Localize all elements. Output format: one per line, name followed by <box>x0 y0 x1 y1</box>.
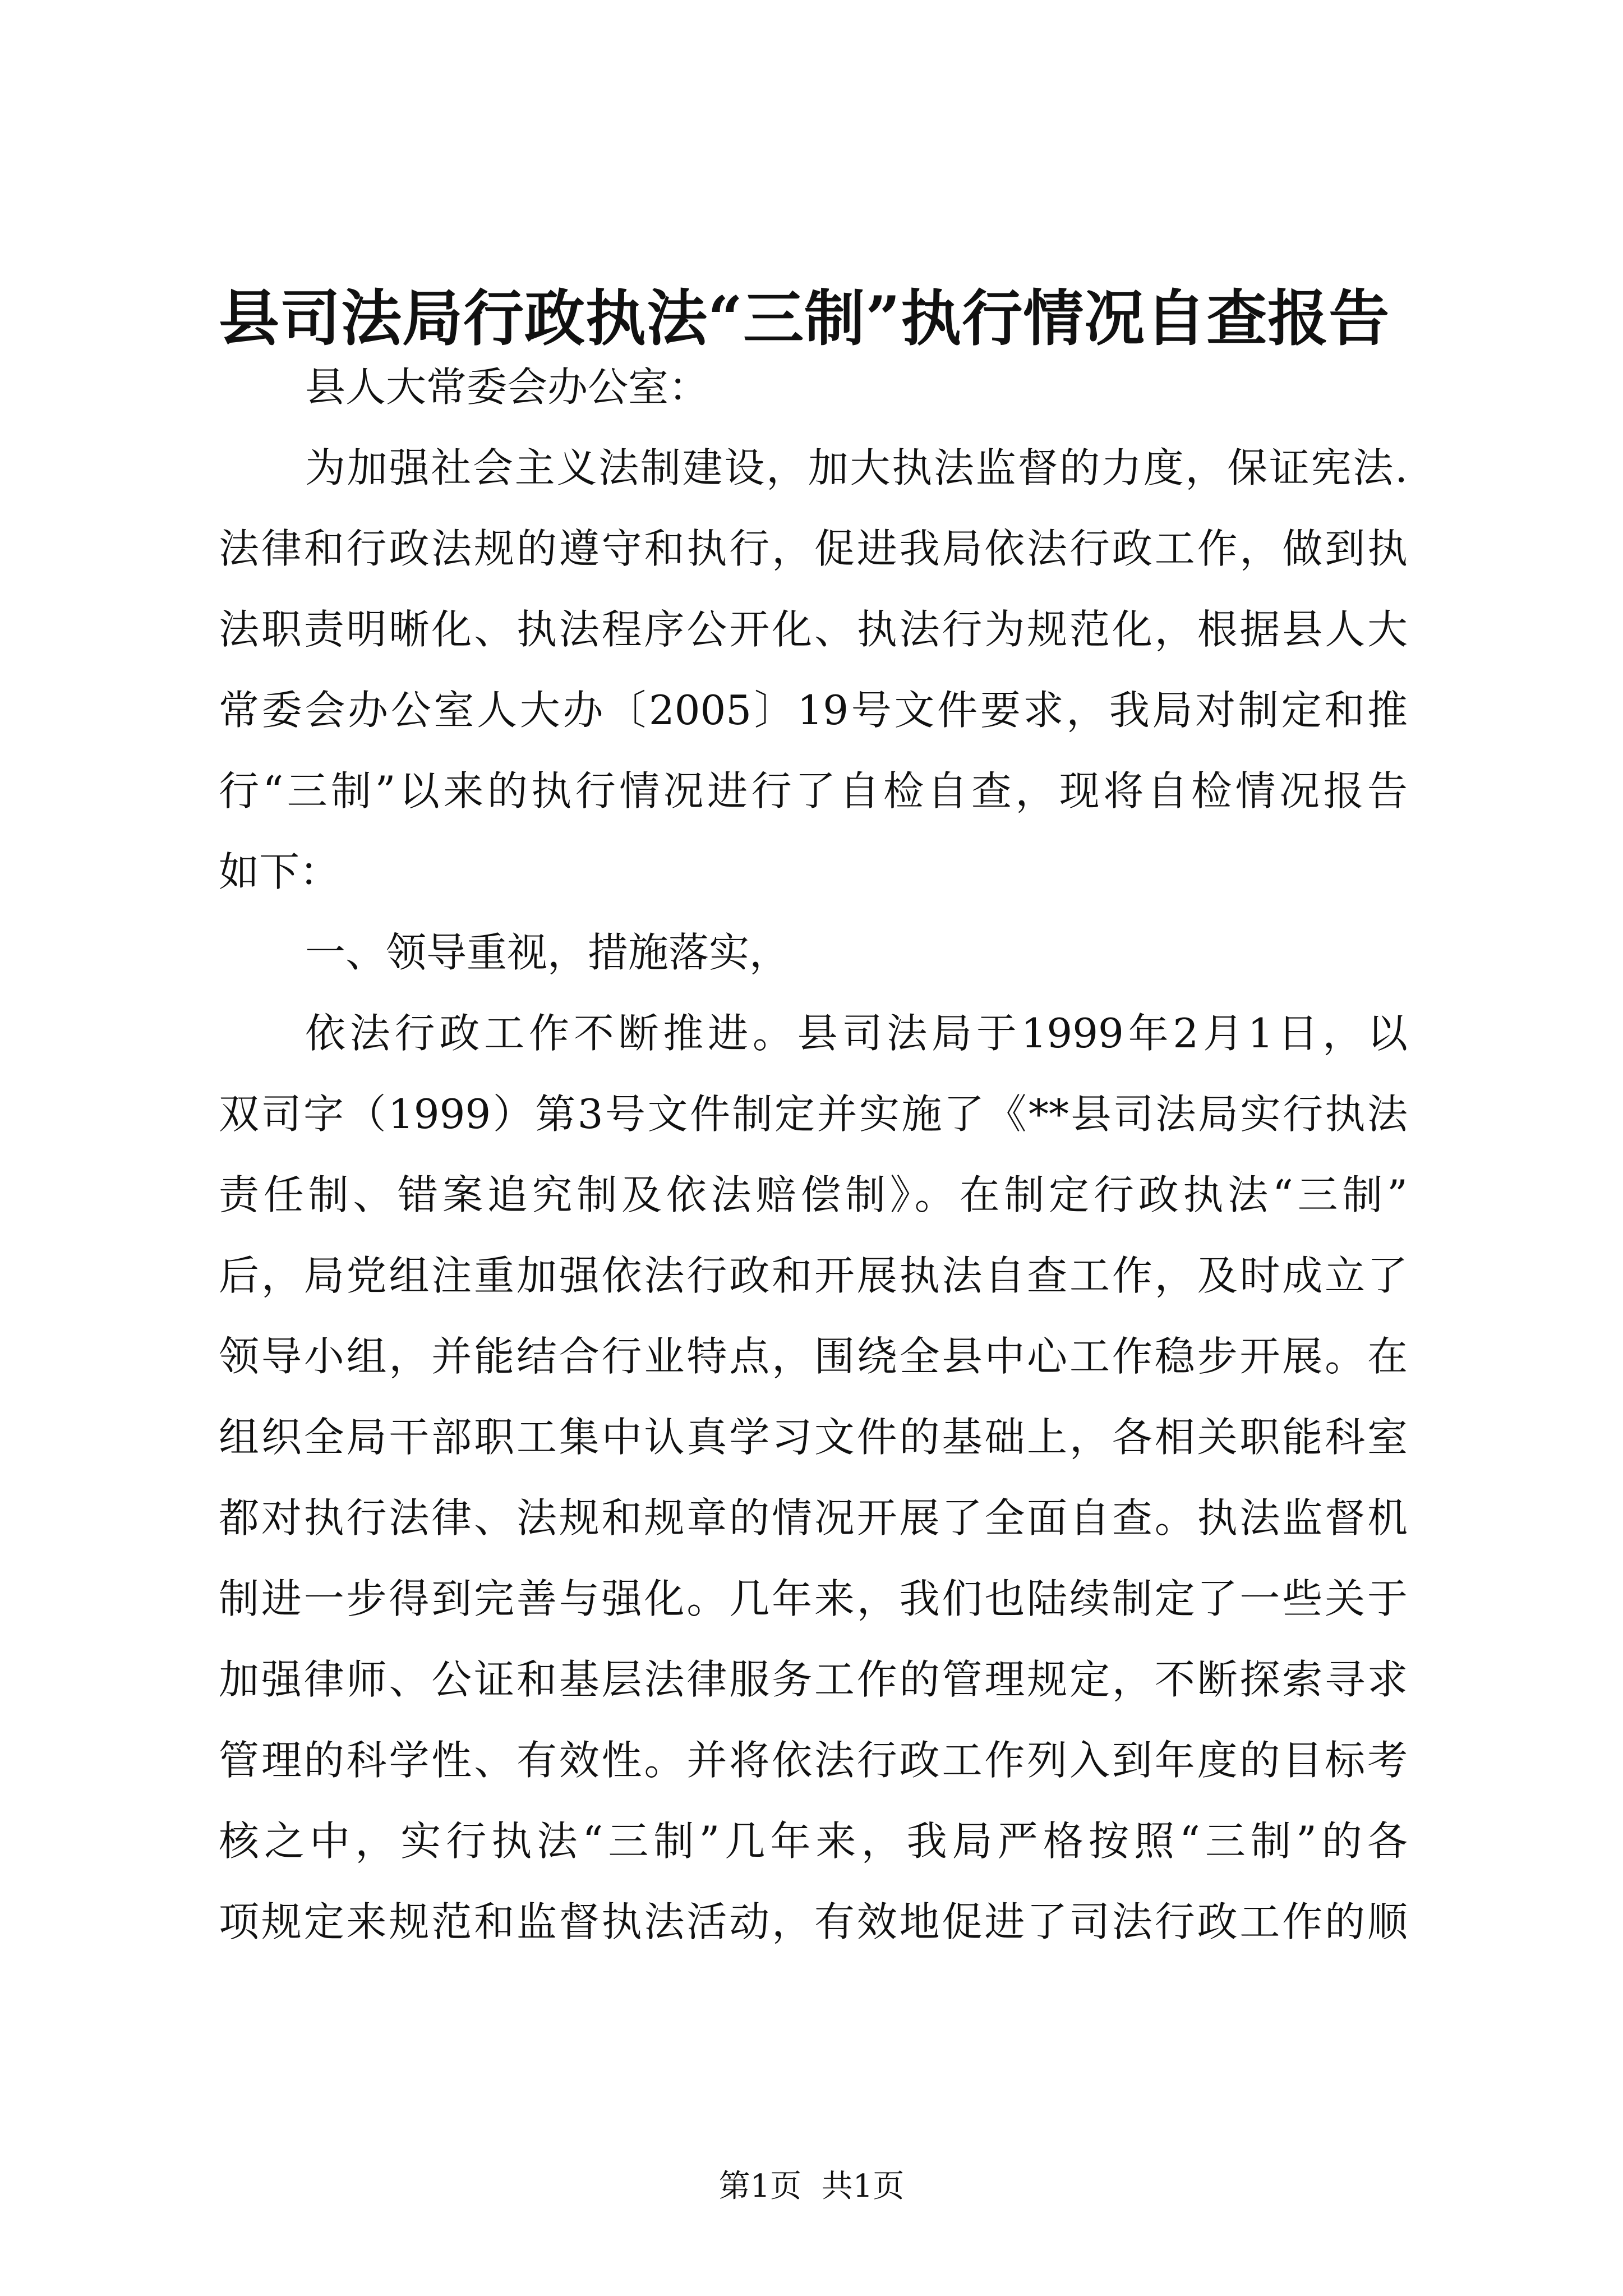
paragraph-2-line: 依法行政工作不断推进。县司法局于1999年2月1日，以 <box>305 1010 1408 1057</box>
paragraph-1-line: 常委会办公室人大办〔2005〕19号文件要求，我局对制定和推 <box>219 687 1408 734</box>
paragraph-1-line: 行“三制”以来的执行情况进行了自检自查，现将自检情况报告 <box>219 767 1408 815</box>
paragraph-1-line: 法律和行政法规的遵守和执行，促进我局依法行政工作，做到执 <box>219 525 1408 572</box>
paragraph-2-line: 制进一步得到完善与强化。几年来，我们也陆续制定了一些关于 <box>219 1575 1408 1622</box>
paragraph-1-line: 法职责明晰化、执法程序公开化、执法行为规范化，根据县人大 <box>219 606 1408 653</box>
paragraph-2-line: 后，局党组注重加强依法行政和开展执法自查工作，及时成立了 <box>219 1252 1408 1299</box>
paragraph-2-line: 加强律师、公证和基层法律服务工作的管理规定，不断探索寻求 <box>219 1656 1408 1703</box>
paragraph-2-line: 核之中，实行执法“三制”几年来，我局严格按照“三制”的各 <box>219 1818 1408 1865</box>
paragraph-2-line: 管理的科学性、有效性。并将依法行政工作列入到年度的目标考 <box>219 1737 1408 1784</box>
paragraph-2-line: 领导小组，并能结合行业特点，围绕全县中心工作稳步开展。在 <box>219 1333 1408 1380</box>
paragraph-1-line: 为加强社会主义法制建设，加大执法监督的力度，保证宪法. <box>305 444 1408 491</box>
paragraph-2-line: 双司字（1999）第3号文件制定并实施了《**县司法局实行执法 <box>219 1091 1408 1138</box>
paragraph-2-line: 项规定来规范和监督执法活动，有效地促进了司法行政工作的顺 <box>219 1898 1408 1945</box>
page-number-footer: 第1页 共1页 <box>718 2168 905 2205</box>
salutation: 县人大常委会办公室： <box>305 364 709 411</box>
paragraph-2-line: 组织全局干部职工集中认真学习文件的基础上，各相关职能科室 <box>219 1414 1408 1461</box>
paragraph-2-line: 都对执行法律、法规和规章的情况开展了全面自查。执法监督机 <box>219 1494 1408 1542</box>
document-title: 县司法局行政执法“三制”执行情况自查报告 <box>219 283 1390 354</box>
section-heading: 一、领导重视，措施落实， <box>305 929 790 976</box>
paragraph-2-line: 责任制、错案追究制及依法赔偿制》。在制定行政执法“三制” <box>219 1171 1408 1218</box>
paragraph-1-line: 如下： <box>219 848 340 895</box>
